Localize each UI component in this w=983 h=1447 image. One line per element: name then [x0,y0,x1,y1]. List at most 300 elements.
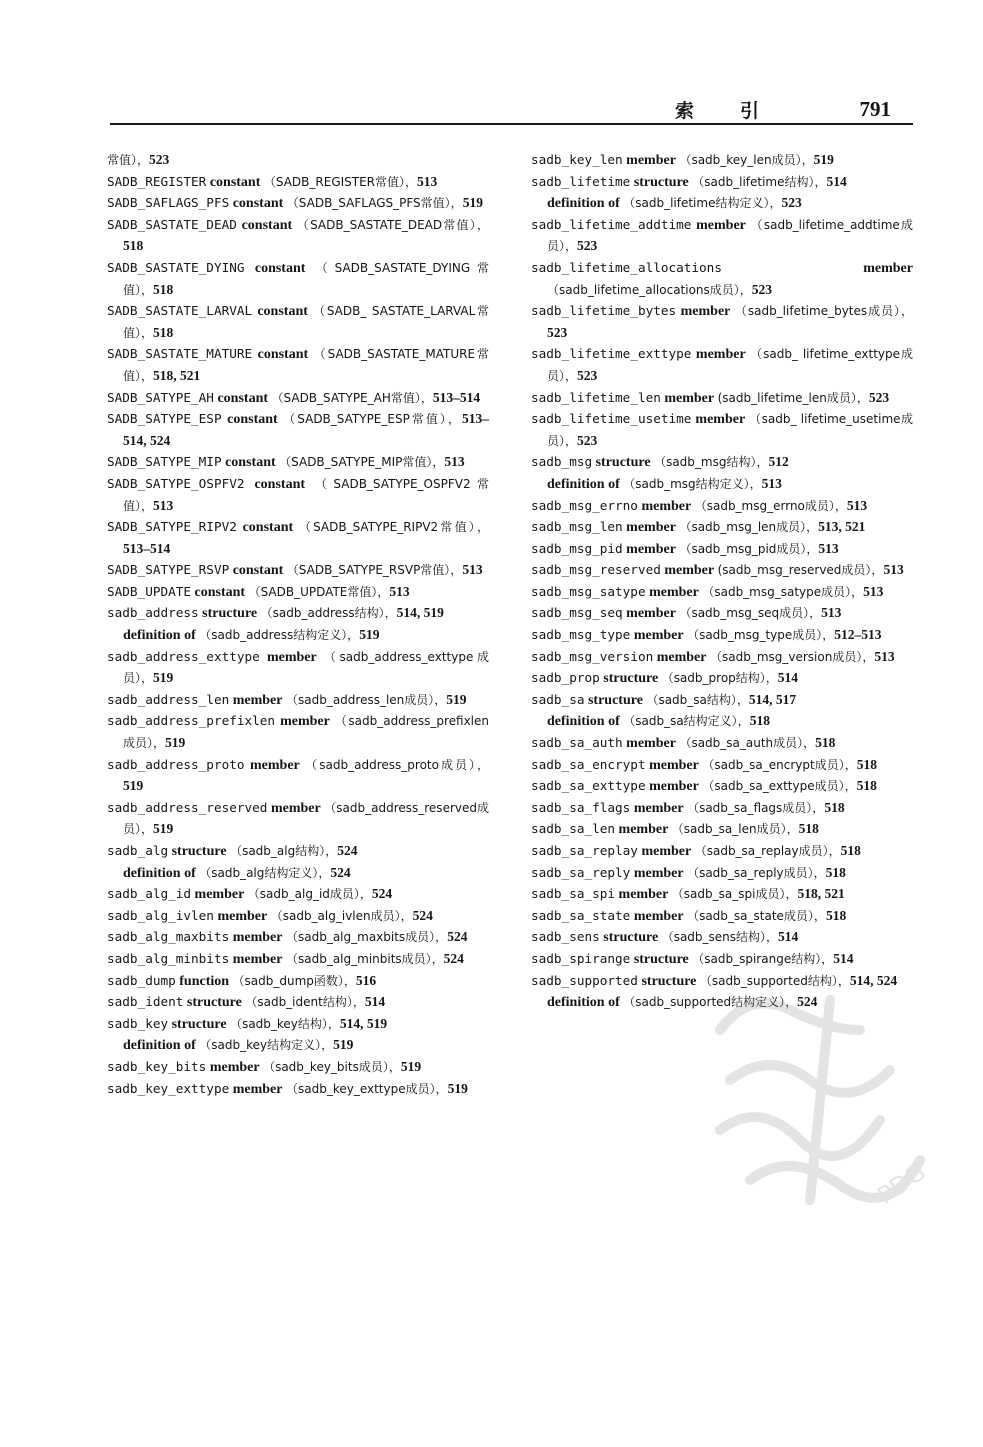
index-pages: 519 [165,735,186,751]
index-pages: 513 [761,475,782,491]
index-term: sadb_msg_type [531,627,631,643]
index-term: sadb_lifetime [531,173,631,189]
index-pages: 519 [123,778,144,794]
index-description: （sadb_sa_state成员）， [687,908,826,923]
index-entry [107,906,489,928]
index-subentry [531,992,913,1014]
svg-text:PDG: PDG [872,1157,931,1210]
index-entry [531,496,913,518]
index-subentry [107,1035,489,1057]
index-pages: 518 [153,324,174,340]
index-description: （sadb_alg_minbits成员）， [285,951,444,966]
index-description: (sadb_msg_reserved成员）， [717,563,884,578]
index-description: （sadb_ident结构）， [245,995,365,1010]
index-term: sadb_msg_pid [531,540,623,556]
index-pages: 523 [577,432,598,448]
index-entry [107,150,489,172]
index-kind: structure [186,995,242,1011]
index-term: sadb_key_exttype [107,1080,230,1096]
index-term: sadb_lifetime_allocations [531,259,722,275]
index-entry [531,603,913,625]
index-description: （sadb_alg结构）， [230,844,338,858]
index-kind: member [626,606,676,622]
index-entry [531,819,913,841]
index-entry [531,560,913,582]
index-term: sadb_sa_exttype [531,778,646,794]
index-description: （sadb_lifetime_addtime成员）， [547,217,913,254]
index-description: （sadb_address_reserved成员）， [123,800,490,837]
index-subentry [531,711,913,733]
index-description: （sadb_msg_satype成员）， [702,584,864,599]
index-entry [107,452,489,474]
index-entry [107,711,489,754]
index-description: （SADB_SATYPE_AH常值）， [271,390,433,405]
index-entry [107,301,489,344]
index-kind: definition of [547,714,620,730]
index-entry [531,388,913,410]
index-pages: 523 [868,389,890,405]
index-kind: member [232,1081,283,1097]
index-description: （SADB_SATYPE_RIPV2常值）， [298,520,490,535]
index-description: （SADB_SASTATE_DEAD常值）， [296,217,489,232]
index-description: （sadb_address_exttype成员）， [123,649,489,686]
index-pages: 513–514 [432,389,481,405]
index-term: sadb_msg [531,454,593,470]
index-kind: member [626,736,676,752]
index-kind: member [633,908,684,924]
index-kind: member [626,541,676,557]
index-pages: 518, 521 [797,886,845,902]
index-kind: constant [232,563,284,579]
index-column-right [531,150,913,1014]
index-pages: 513 [874,648,895,664]
index-description: （sadb_address_len成员）， [285,692,447,707]
index-kind: member [633,800,684,816]
index-description: （sadb_alg结构定义）， [199,865,331,880]
index-pages: 513 [389,583,410,599]
index-description: （sadb_alg_id成员）， [247,887,372,902]
index-kind: member [626,520,676,536]
index-term: sadb_alg_maxbits [107,929,230,945]
index-entry [531,150,913,172]
index-entry [107,798,489,841]
index-pages: 513 [821,605,842,621]
index-description: （sadb_sa_reply成员）， [687,865,826,880]
index-pages: 519 [359,627,380,643]
index-description: （sadb_alg_maxbits成员）， [285,930,448,945]
index-pages: 518 [856,778,877,794]
page-header [110,96,913,126]
index-pages: 513–514, 524 [123,411,490,448]
page-number: 791 [859,97,891,121]
index-description: （sadb_key_bits成员）， [263,1059,401,1074]
index-description: （sadb_msg_len成员）， [679,520,819,535]
index-description: （sadb_lifetime结构定义）， [623,196,782,211]
index-description: （sadb_key_len成员）， [679,153,814,167]
index-kind: structure [171,1016,227,1032]
header-title: 索引 [674,100,805,122]
index-term: sadb_lifetime_len [531,389,661,405]
index-term: sadb_msg_errno [531,497,638,513]
index-description: （SADB_UPDATE常值）， [248,584,390,599]
index-kind: constant [257,304,308,320]
index-description: （sadb_key结构）， [230,1016,340,1031]
index-kind: structure [595,455,651,471]
index-pages: 514 [777,670,799,686]
index-kind: member [641,844,692,859]
index-description: （sadb_key结构定义）， [199,1038,334,1053]
index-entry [107,517,489,560]
index-pages: 518 [856,756,877,772]
index-entry [107,474,489,517]
index-kind: structure [202,606,258,622]
index-entry [531,647,913,669]
index-term: sadb_key_len [531,152,623,167]
index-term: sadb_address_reserved [107,799,268,815]
index-description: （sadb_sa结构定义）， [623,714,750,729]
index-description: （sadb_lifetime_bytes成员）， [734,304,914,319]
index-kind: member [232,930,283,946]
index-subentry [531,193,913,215]
index-kind: definition of [123,628,196,644]
index-description: （sadb_sa_replay成员）， [694,844,841,858]
index-pages: 523 [577,238,598,254]
index-entry [531,409,913,452]
index-description: （SADB_REGISTER常值）， [263,174,418,189]
index-entry [531,733,913,755]
index-entry [107,884,489,906]
index-pages: 514 [833,950,854,966]
index-term: sadb_sa_state [531,907,631,923]
index-entry [531,841,913,863]
index-entry [531,776,913,798]
index-entry [107,1079,489,1101]
index-term: sadb_lifetime_usetime [531,411,692,427]
index-entry [107,647,489,690]
index-pages: 512–513 [834,627,882,643]
index-kind: constant [232,196,284,212]
index-kind: member [270,800,321,816]
index-kind: member [656,649,707,665]
index-term: SADB_SATYPE_OSPFV2 [107,475,245,491]
index-kind: member [633,865,684,881]
index-description: （sadb_sa_flags成员）， [687,800,825,815]
index-description: （sadb_ lifetime_usetime成员）， [547,412,913,448]
index-kind: member [863,260,913,276]
index-pages: 524 [447,929,468,945]
index-kind: structure [587,692,643,708]
index-description: （SADB_SASTATE_DYING常值）， [123,260,489,297]
index-term: sadb_address_proto [107,756,245,772]
index-entry [531,344,913,387]
index-term: SADB_SATYPE_RIPV2 [107,519,237,535]
index-entry [107,388,489,410]
index-kind: member [618,887,669,903]
index-kind: member [680,304,731,320]
index-term: SADB_SATYPE_AH [107,389,214,405]
index-term: SADB_SASTATE_MATURE [107,346,253,362]
index-pages: 513 [462,562,483,578]
index-entry [531,949,913,971]
index-kind: structure [633,951,689,967]
index-pages: 524 [412,907,433,923]
index-kind: definition of [123,865,196,881]
index-pages: 518 [840,843,861,858]
index-kind: member [696,217,746,233]
index-term: sadb_key_bits [107,1058,207,1074]
index-kind: constant [225,455,276,471]
index-description: （sadb_dump函数）， [232,973,356,988]
index-term: sadb_address_len [107,691,230,707]
index-term: sadb_sa_reply [531,864,631,880]
index-term: sadb_lifetime_addtime [531,216,692,232]
index-entry [531,301,913,344]
index-pages: 514, 519 [339,1015,388,1031]
index-term: sadb_sa_encrypt [531,756,646,772]
index-description: （sadb_sa_spi成员）， [671,887,798,902]
index-term: sadb_address [107,605,199,621]
index-kind: structure [171,844,227,859]
index-entry [531,755,913,777]
index-term: sadb_ident [107,994,184,1010]
index-entry [531,668,913,690]
index-term: sadb_alg_ivlen [107,907,214,923]
index-kind: member [626,153,676,168]
index-pages: 524 [330,864,351,880]
index-term: sadb_msg_len [531,519,623,535]
index-pages: 519 [153,821,174,837]
index-pages: 513 [444,454,465,470]
index-description: （sadb_lifetime_allocations成员）， [547,282,752,297]
index-term: sadb_key [107,1015,169,1031]
index-description: （SADB_SATYPE_OSPFV2常值）， [123,476,490,513]
index-entry [107,971,489,993]
index-pages: 514 [778,929,799,945]
index-description: （sadb_msg_pid成员）， [679,541,819,556]
index-kind: constant [209,174,261,190]
index-kind: constant [254,260,306,276]
index-entry [107,841,489,863]
index-kind: member [649,584,699,600]
index-pages: 518 [825,864,846,880]
index-term: sadb_alg_id [107,886,192,902]
index-entry [107,560,489,582]
index-term: sadb_sa_flags [531,799,631,815]
index-pages: 514 [826,173,847,189]
index-description: （SADB_SATYPE_ESP常值）， [283,412,463,427]
index-term: sadb_sa_auth [531,735,623,751]
index-term: sadb_dump [107,972,176,988]
index-entry [531,884,913,906]
index-pages: 523 [751,281,773,297]
index-kind: constant [254,476,306,492]
index-kind: member [695,347,746,363]
index-kind: member [232,951,283,967]
index-kind: member [649,757,699,773]
index-entry [107,193,489,215]
index-description: （sadb_supported结构定义）， [623,995,798,1010]
index-subentry [531,474,913,496]
index-kind: definition of [547,995,620,1011]
index-term: SADB_SATYPE_RSVP [107,562,230,578]
index-term: SADB_SASTATE_DYING [107,259,245,275]
index-kind: structure [603,930,659,946]
index-entry [107,172,489,194]
index-description: （sadb_address_proto成员）， [305,757,490,772]
index-kind: member [633,628,684,644]
index-entry [531,971,913,993]
index-pages: 514, 524 [849,972,898,988]
index-pages: 518 [798,821,819,837]
index-description: （SADB_SAFLAGS_PFS常值）， [286,196,463,211]
index-kind: constant [241,217,293,233]
index-term: SADB_SASTATE_LARVAL [107,303,253,319]
index-pages: 518 [749,713,770,729]
index-description: （sadb_prop结构）， [661,671,778,686]
index-column-left [107,150,489,1100]
index-kind: structure [633,174,689,190]
index-entry [531,539,913,561]
index-pages: 523 [547,324,568,340]
index-pages: 518, 521 [153,367,201,383]
index-kind: member [649,779,699,795]
index-entry [107,1014,489,1036]
index-pages: 519 [400,1058,422,1074]
index-description: （sadb_sa_exttype成员）， [702,779,857,794]
index-entry [107,258,489,301]
index-description: (sadb_lifetime_len成员）， [717,390,869,405]
index-term: sadb_lifetime_bytes [531,303,677,319]
index-pages: 523 [149,152,170,167]
index-kind: constant [227,412,278,428]
index-description: （sadb_supported结构）， [699,973,850,988]
index-term: SADB_SATYPE_MIP [107,454,222,470]
index-subentry [107,625,489,647]
index-term: sadb_lifetime_exttype [531,346,692,362]
index-entry [531,172,913,194]
index-entry [531,582,913,604]
index-entry [531,906,913,928]
index-term: sadb_alg_minbits [107,950,230,966]
index-kind: member [641,498,692,514]
index-description: （sadb_msg结构定义）， [623,476,762,491]
index-term: SADB_SASTATE_DEAD [107,216,237,232]
index-kind: function [179,973,230,989]
index-description: （sadb_lifetime结构）， [692,174,827,189]
index-kind: member [695,412,746,428]
index-description: （sadb_address结构）， [260,606,397,621]
index-term: SADB_REGISTER [107,173,207,189]
index-entry [107,409,489,452]
index-kind: structure [641,973,697,989]
index-pages: 513 [818,540,839,556]
index-kind: constant [194,584,246,600]
index-kind: member [618,822,669,838]
index-kind: constant [257,347,309,363]
index-description: （sadb_sa_auth成员）， [679,736,816,751]
index-pages: 524 [797,994,818,1010]
index-pages: 524 [371,886,393,902]
index-pages: 516 [355,972,377,988]
index-description: （sadb_alg_ivlen成员）， [270,908,413,923]
index-term: sadb_msg_version [531,648,654,664]
index-description: （sadb_msg结构）， [654,455,769,470]
index-description: （sadb_msg_type成员）， [687,628,835,643]
index-pages: 513 [846,497,868,513]
index-kind: definition of [123,1038,196,1054]
index-kind: constant [217,390,269,406]
index-entry [531,452,913,474]
index-entry [107,215,489,258]
header-rule [110,123,913,125]
index-pages: 513 [417,173,438,189]
index-description: （sadb_msg_version成员）， [709,649,875,664]
index-entry [107,992,489,1014]
index-kind: constant [242,520,294,536]
index-kind: member [266,649,317,665]
index-entry [107,603,489,625]
index-entry [107,1057,489,1079]
index-pages: 512 [768,454,789,470]
index-pages: 518 [824,799,845,815]
index-kind: member [194,887,245,903]
index-description: （sadb_address结构定义）， [199,628,360,643]
index-pages: 519 [446,691,467,707]
index-term: SADB_UPDATE [107,583,192,599]
index-kind: member [209,1059,260,1075]
index-pages: 519 [462,195,483,211]
index-description: （SADB_ SASTATE_LARVAL常值）， [123,304,489,340]
index-term: SADB_SAFLAGS_PFS [107,195,230,211]
index-description: （sadb_sa_len成员）， [671,822,799,837]
index-kind: structure [603,671,659,687]
index-term: sadb_supported [531,972,638,988]
index-term: sadb_sa_replay [531,843,638,858]
index-pages: 514 [364,994,386,1010]
index-entry [107,690,489,712]
index-pages: 518 [153,281,174,297]
index-term: sadb_msg_seq [531,605,623,621]
index-term: sadb_sens [531,929,600,945]
index-term: sadb_prop [531,670,600,686]
index-pages: 514, 517 [748,691,797,707]
index-kind: member [280,714,330,730]
index-pages: 524 [337,843,358,858]
index-description: （sadb_sens结构）， [661,930,779,945]
index-description: （sadb_msg_errno成员）， [694,498,847,513]
index-pages: 519 [447,1080,468,1096]
index-kind: definition of [547,196,620,212]
index-description: 常值）， [107,153,150,167]
index-term: sadb_sa_len [531,821,616,837]
index-term: sadb_alg [107,843,169,858]
index-pages: 513 [153,497,174,513]
index-description: （sadb_sa_encrypt成员）， [702,757,857,772]
index-entry [531,258,913,301]
index-description: （SADB_SASTATE_MATURE常值）， [123,347,490,383]
index-subentry [107,863,489,885]
index-pages: 519 [153,670,174,686]
index-description: （sadb_key_exttype成员）， [285,1081,448,1096]
index-pages: 513, 521 [818,519,866,535]
index-description: （sadb_address_prefixlen成员）， [123,714,490,751]
index-pages: 513 [883,562,904,578]
index-term: sadb_address_prefixlen [107,713,276,729]
index-pages: 519 [333,1037,354,1053]
index-kind: member [664,563,715,579]
index-entry [107,755,489,798]
index-entry [531,215,913,258]
